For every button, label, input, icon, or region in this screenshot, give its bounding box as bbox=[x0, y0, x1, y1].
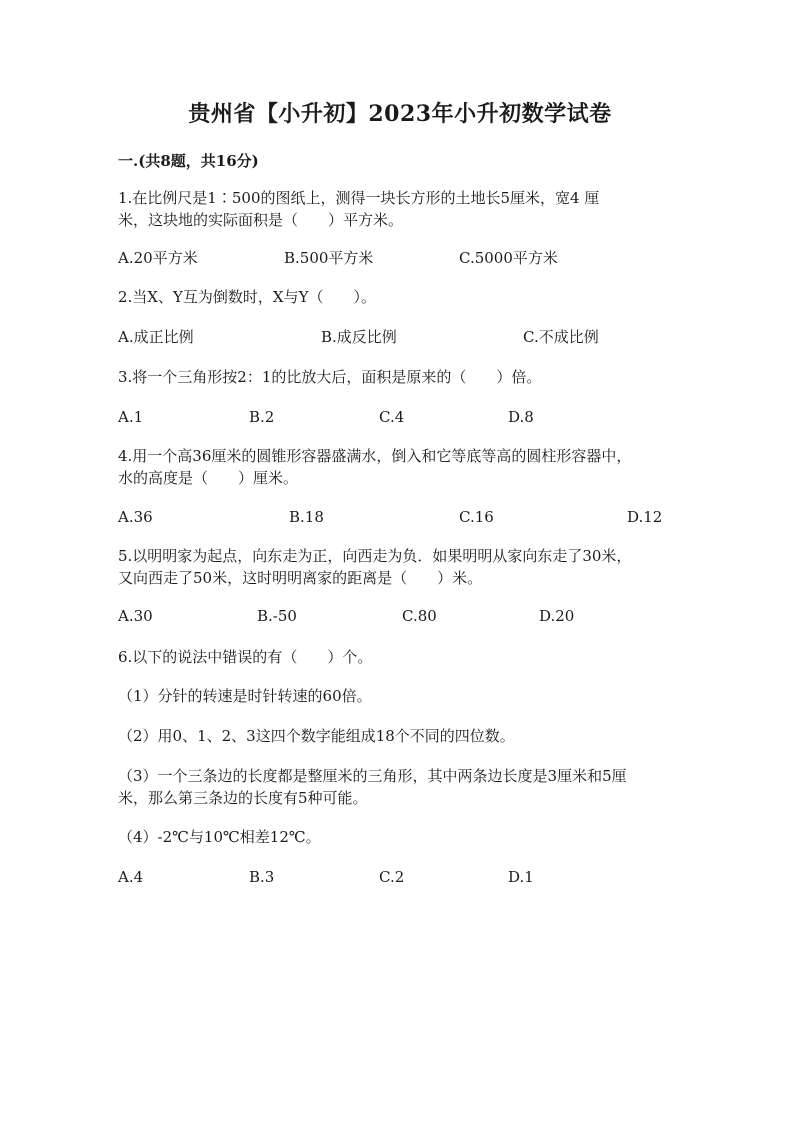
question-3-option-a: A.1 bbox=[118, 408, 144, 426]
question-5-text-line-1: 5.以明明家为起点，向东走为正，向西走为负．如果明明从家向东走了30米， bbox=[118, 547, 632, 565]
question-2-text-line-1: 2.当X、Y互为倒数时，X与Y（ ）。 bbox=[118, 288, 376, 306]
section-heading: 一.(共8题，共16分) bbox=[118, 152, 259, 170]
question-6-statement-2: （2）用0、1、2、3这四个数字能组成18个不同的四位数。 bbox=[118, 727, 515, 745]
question-5-option-d: D.20 bbox=[539, 607, 575, 625]
question-5-text-line-2: 又向西走了50米，这时明明离家的距离是（ ）米。 bbox=[118, 569, 483, 587]
question-6-statement-3-line-1: （3）一个三条边的长度都是整厘米的三角形，其中两条边长度是3厘米和5厘 bbox=[118, 767, 627, 785]
question-2-option-c: C.不成比例 bbox=[523, 328, 599, 346]
question-5-option-a: A.30 bbox=[118, 607, 153, 625]
question-4-option-b: B.18 bbox=[289, 508, 324, 526]
question-6-option-a: A.4 bbox=[118, 868, 144, 886]
question-2-option-a: A.成正比例 bbox=[118, 328, 194, 346]
question-4-option-c: C.16 bbox=[459, 508, 494, 526]
question-4-text-line-2: 水的高度是（ ）厘米。 bbox=[118, 469, 299, 487]
page-title: 贵州省【小升初】2023年小升初数学试卷 bbox=[188, 101, 612, 127]
question-1-option-c: C.5000平方米 bbox=[459, 249, 558, 267]
question-6-statement-4: （4）-2℃与10℃相差12℃。 bbox=[118, 828, 321, 846]
question-3-option-d: D.8 bbox=[508, 408, 534, 426]
question-6-option-d: D.1 bbox=[508, 868, 534, 886]
question-6-statement-1: （1）分针的转速是时针转速的60倍。 bbox=[118, 687, 372, 705]
question-4-text-line-1: 4.用一个高36厘米的圆锥形容器盛满水，倒入和它等底等高的圆柱形容器中， bbox=[118, 447, 632, 465]
question-2-option-b: B.成反比例 bbox=[321, 328, 397, 346]
question-3-option-c: C.4 bbox=[379, 408, 405, 426]
question-1-text-line-2: 米，这块地的实际面积是（ ）平方米。 bbox=[118, 211, 404, 229]
question-4-option-d: D.12 bbox=[627, 508, 663, 526]
question-1-text-line-1: 1.在比例尺是1∶500的图纸上，测得一块长方形的土地长5厘米，宽4 厘 bbox=[118, 189, 600, 207]
question-1-option-a: A.20平方米 bbox=[118, 249, 198, 267]
question-6-option-c: C.2 bbox=[379, 868, 405, 886]
question-6-statement-3-line-2: 米，那么第三条边的长度有5种可能。 bbox=[118, 789, 368, 807]
question-3-text-line-1: 3.将一个三角形按2：1的比放大后，面积是原来的（ ）倍。 bbox=[118, 368, 542, 386]
question-6-option-b: B.3 bbox=[249, 868, 275, 886]
question-5-option-c: C.80 bbox=[402, 607, 437, 625]
question-5-option-b: B.-50 bbox=[257, 607, 297, 625]
question-1-option-b: B.500平方米 bbox=[284, 249, 374, 267]
question-4-option-a: A.36 bbox=[118, 508, 153, 526]
question-6-text-line-1: 6.以下的说法中错误的有（ ）个。 bbox=[118, 648, 373, 666]
question-3-option-b: B.2 bbox=[249, 408, 275, 426]
